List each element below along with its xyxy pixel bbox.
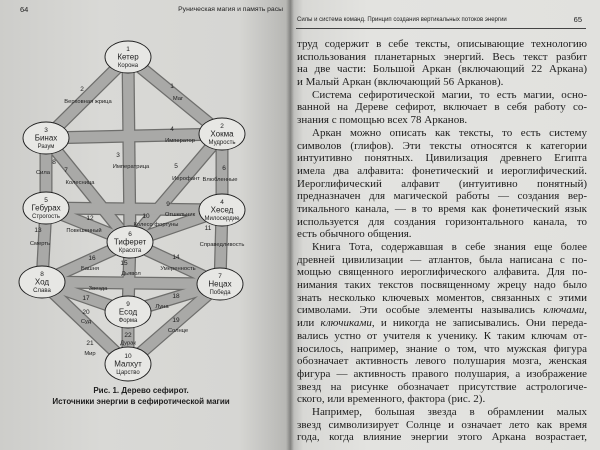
text-line: интуитивно понятных. Цивилизация древнего Египта [297,152,587,165]
path-arcana-label: Башня [80,266,100,272]
sephira-7 [197,268,243,300]
path-arcana-label: Дурак [120,340,136,347]
text-line: есть обычного общения. [297,228,412,241]
path-arcana-label: Солнце [167,328,189,334]
sephira-number: 7 [218,273,222,280]
text-line: нимания таких текстов посвященному жрецу надо было [297,279,587,292]
sephira-5 [23,192,69,224]
sephira-name: Бинах [34,133,58,143]
text-line [297,317,587,330]
path-arcana-label: Луна [155,304,169,310]
path-9-band [46,208,222,210]
text-line: и Малый Аркан (включающий 56 Арканов). [297,76,504,89]
path-4-band [46,134,222,138]
sephira-6 [107,226,153,258]
text-run: символами. Эти особые элементы назывались [297,304,544,317]
sephira-meaning: Победа [209,290,231,296]
sephira-name: Гебурах [31,203,61,213]
path-number: 13 [34,227,42,234]
path-number: 17 [82,295,90,302]
paragraph [297,38,587,89]
left-page-number: 64 [20,5,29,14]
path-arcana-label: Сила [35,170,51,176]
path-number: 19 [172,317,180,324]
text-line: Например, большая звезда в обрамлении малых [312,405,587,418]
text-run: , и никогда не записывались. Они переда- [371,317,587,330]
right-page-number: 65 [573,15,582,24]
paragraph [297,89,587,127]
text-line: Иероглифический алфавит (интуитивно понятный) [297,177,587,190]
sephira-number: 4 [220,199,224,206]
path-number: 22 [124,332,132,339]
text-line: фигура — активность правого полушария, а изображение [297,367,587,380]
path-number: 9 [166,201,170,208]
sephira-8 [19,266,65,298]
book-gutter-shadow [286,0,294,450]
sephira-3 [23,122,69,154]
path-arcana-label: Отшельник [164,212,196,218]
sephira-9 [105,296,151,328]
path-number: 6 [222,165,226,172]
path-arcana-label: Суд [80,319,92,325]
path-arcana-label: Справедливость [199,242,245,248]
text-line: на две части: Большой Аркан (включающий 22 Аркана) [297,63,587,76]
sephira-number: 8 [40,271,44,278]
path-arcana-label: Смерть [29,241,51,247]
sephira-meaning: Милосердие [204,216,240,222]
left-running-head: Руническая магия и память расы [178,6,283,13]
path-arcana-label: Верховная жрица [64,99,112,105]
tree-of-sephirot-diagram [0,0,291,384]
path-number: 8 [52,159,56,166]
path-arcana-label: Колесница [65,180,95,186]
sephira-name: Нецах [208,279,232,289]
text-line: носилось, например, знание о том, что мужская фигура [297,342,587,355]
text-line: использования планетарных энергий. Весь текст разбит [297,50,587,63]
text-line: обозначает активность левого полушария мозга, женская [297,355,587,368]
path-arcana-label: Маг [172,96,184,102]
right-running-head: Силы и система команд. Принцип создания вертикальных потоков энергии [297,17,507,23]
path-number: 16 [88,255,96,262]
paragraph [297,127,587,241]
path-number: 4 [170,126,174,133]
sephira-number: 5 [44,197,48,204]
figure-caption-subtitle: Источники энергии в сефиротической магии [52,397,230,406]
text-line: Аркан можно описать как тексты, то есть систему [312,126,587,139]
text-line: тикального канала, — в то время как фонетический язык [297,202,587,215]
path-number: 15 [120,260,128,267]
text-line [297,304,587,317]
text-line: символов (глифов). Эти тексты относятся к категории [297,139,587,152]
figure-caption-title: Рис. 1. Дерево сефирот. [93,386,189,395]
path-arcana-label: Император [165,138,195,144]
text-line: звезд символизирует Солнце и означает лето как время [297,418,587,431]
path-number: 1 [170,83,174,90]
path-number: 12 [86,215,94,222]
paragraph [297,406,587,444]
sephira-name: Кетер [117,52,139,62]
path-number: 18 [172,293,180,300]
path-17-band [42,282,220,284]
text-line: ванной на Дереве сефирот, включает в себя работу со- [297,101,587,114]
path-number: 3 [116,152,120,159]
text-run: или [297,317,321,330]
left-page [0,0,291,450]
text-line: имела два алфавита: фонетический и иероглифический. [297,164,587,177]
path-number: 10 [142,213,150,220]
path-number: 14 [172,254,180,261]
sephira-number: 2 [220,123,224,130]
path-arcana-label: Повешенный [66,228,102,234]
text-line: года, когда влияние энергии этого Аркана возрастает, [297,431,587,444]
sephira-number: 6 [128,231,132,238]
sephira-number: 10 [124,353,132,360]
text-line: труд содержит в себе тексты, описывающие технологию [297,38,587,50]
path-arcana-label: Дьявол [121,271,141,277]
sephira-meaning: Корона [117,63,139,69]
sephira-name: Ход [34,277,50,287]
path-number: 20 [82,309,90,316]
path-arcana-label: Мир [84,351,96,357]
sephira-meaning: Разум [37,144,55,150]
text-line: знания с помощью всех 78 Арканов. [297,114,468,127]
sephira-name: Хокма [210,129,234,139]
sephira-number: 1 [126,46,130,53]
path-number: 7 [64,167,68,174]
text-line: предназначен для магической работы — создания вер- [297,190,587,203]
text-line: знать несколько ключевых моментов, связанных с этими [297,291,587,304]
sephira-meaning: Царство [116,370,140,376]
text-line: древней цивилизации — атлантов, была написана с по- [297,253,587,266]
sephira-name: Хесед [210,205,234,215]
path-3-band [128,57,130,242]
path-arcana-label: Влюбленные [202,177,238,183]
sephira-number: 3 [44,127,48,134]
text-line: звезд на рисунке обозначает присутствие астрологиче- [297,380,587,393]
text-line: мощью священного иероглифического алфавита. Для по- [297,266,587,279]
path-number: 2 [80,86,84,93]
sephira-number: 9 [126,301,130,308]
sephira-meaning: Мудрость [208,140,236,146]
sephira-name: Есод [118,307,138,317]
sephira-meaning: Красота [118,248,142,254]
path-number: 11 [204,225,212,232]
sephira-meaning: Форма [118,318,138,324]
path-number: 5 [174,163,178,170]
sephira-name: Тиферет [113,237,147,247]
body-text [297,38,587,444]
paragraph [297,241,587,406]
sephira-1 [105,41,151,73]
text-line: используется для создания горизонтального канала, то [297,215,587,228]
text-line: ского, или временного, фактора (рис. 2). [297,393,486,406]
sephira-name: Малхут [114,359,142,369]
sephira-meaning: Строгость [31,214,61,220]
header-rule [296,28,586,29]
text-run: , [584,304,587,317]
path-arcana-label: Императрица [112,164,150,170]
sephira-10 [105,347,151,381]
text-line: Книга Тота, содержавшая в себе знания еще более [312,241,587,253]
sephira-meaning: Слава [33,288,51,294]
right-page [291,0,600,450]
text-line: вались устно от учителя к ученику. К таким ключам от- [297,329,587,342]
sephira-2 [199,118,245,150]
sephira-4 [199,194,245,226]
path-number: 21 [86,340,94,347]
path-arcana-label: Иерофант [172,176,200,182]
path-arcana-label: Умеренность [160,266,196,272]
path-arcana-label: Звезда [88,286,108,292]
path-arcana-label: Колесо фортуны [133,222,179,228]
italic-term: ключами [543,304,585,317]
italic-term: ключиками [320,317,372,330]
text-line: Система сефиротической магии, то есть магии, осно- [312,88,587,101]
